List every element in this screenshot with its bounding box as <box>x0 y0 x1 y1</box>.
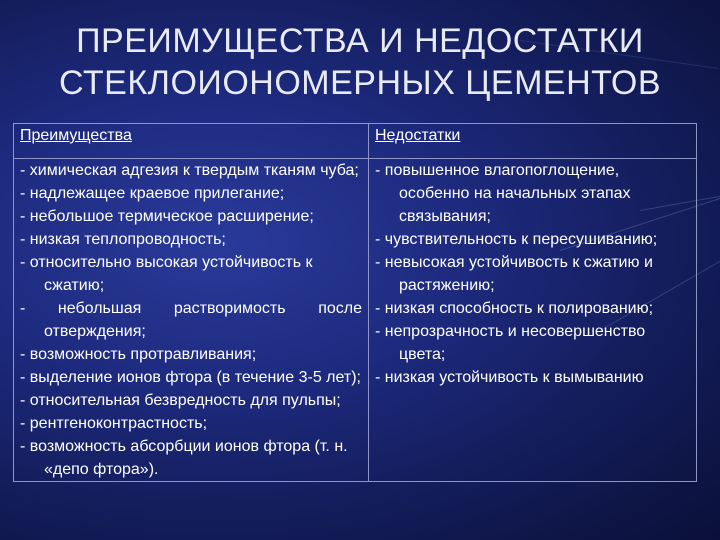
disadvantages-cell <box>369 159 697 482</box>
advantages-cell <box>14 159 369 482</box>
slide-title <box>0 20 720 104</box>
disadvantage-item: - невысокая устойчивость к сжатию и растяжению; <box>375 254 653 294</box>
advantage-item: - возможность протравливания; <box>20 346 257 363</box>
advantage-item: - химическая адгезия к твердым тканям чуба; <box>20 162 359 179</box>
table-body-row <box>14 159 697 482</box>
slide-title-line-2: СТЕКЛОИОНОМЕРНЫХ ЦЕМЕНТОВ <box>58 64 662 102</box>
advantage-item: - выделение ионов фтора (в течение 3-5 лет); <box>20 369 361 386</box>
table-header-row <box>14 124 697 159</box>
advantages-header: Преимущества <box>20 127 132 144</box>
disadvantage-item: - чувствительность к пересушиванию; <box>375 231 658 248</box>
disadvantages-header: Недостатки <box>375 127 461 144</box>
disadvantage-item: - повышенное влагопоглощение, особенно на начальных этапах связывания; <box>375 162 631 225</box>
disadvantage-item: - непрозрачность и несовершенство цвета; <box>375 323 646 363</box>
advantage-item: - возможность абсорбции ионов фтора (т. н. «депо фтора»). <box>20 438 348 478</box>
advantage-item: - рентгеноконтрастность; <box>20 415 208 432</box>
disadvantage-item: - низкая способность к полированию; <box>375 300 654 317</box>
advantage-item: - небольшая растворимость после отверждения; <box>20 300 362 340</box>
slide-title-line-1: ПРЕИМУЩЕСТВА И НЕДОСТАТКИ <box>76 22 644 60</box>
advantage-item: - небольшое термическое расширение; <box>20 208 314 225</box>
comparison-table <box>13 123 697 482</box>
disadvantages-header-cell <box>369 124 697 159</box>
disadvantage-item: - низкая устойчивость к вымыванию <box>375 369 644 386</box>
advantage-item: - относительно высокая устойчивость к сжатию; <box>20 254 313 294</box>
advantage-item: - относительная безвредность для пульпы; <box>20 392 341 409</box>
advantages-header-cell <box>14 124 369 159</box>
advantage-item: - надлежащее краевое прилегание; <box>20 185 285 202</box>
advantage-item: - низкая теплопроводность; <box>20 231 226 248</box>
